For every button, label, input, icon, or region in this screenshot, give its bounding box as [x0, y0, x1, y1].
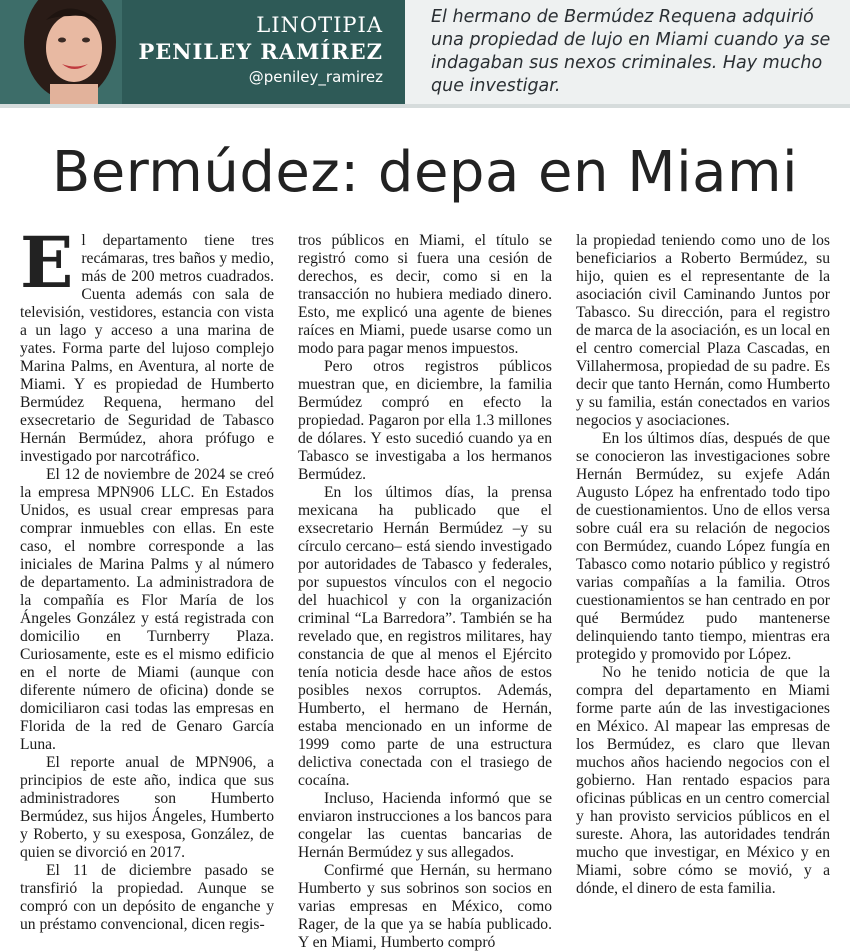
author-photo	[0, 0, 122, 104]
paragraph	[20, 221, 274, 466]
article-body	[20, 221, 830, 951]
article-summary: El hermano de Bermúdez Requena adquirió una propiedad de lujo en Miami cuando ya se indagaban sus nexos criminales. Hay mucho que investigar.	[431, 7, 831, 96]
column-1	[20, 221, 274, 933]
paragraph: Pero otros registros públicos muestran que, en diciembre, la familia Bermúdez compró en efecto la propiedad. Pagaron por ella 1.3 millones de dólares. Y esto sucedió cuando ya en Tabasco se investigaba a los hermanos Bermúdez.	[298, 358, 552, 483]
paragraph: En los últimos días, después de que se conocieron las investigaciones sobre Hernán Bermúdez, su exjefe Adán Augusto López ha enfrentado todo tipo de cuestionamientos. Uno de ellos versa sobre cuál era su relación de negocios con Bermúdez, cuando López fungía en Tabasco como notario público y registró varias compañías a la familia. Otros cuestionamientos se han centrado en por qué Bermúdez pudo mantenerse delinquiendo tanto tiempo, mientras era protegido y promovido por López.	[576, 430, 830, 663]
paragraph: Incluso, Hacienda informó que se enviaron instrucciones a los bancos para congelar las cuentas bancarias de Hernán Bermúdez y sus allegados.	[298, 790, 552, 861]
paragraph: No he tenido noticia de que la compra del departamento en Miami forme parte aún de las investigaciones en México. Al mapear las empresas de los Bermúdez, es claro que llevan muchos años haciendo negocios con el gobierno. Han rentado espacios para oficinas públicas en un centro comercial y han provisto servicios públicos en el sureste. Ahora, las autoridades tendrán mucho que investigar, en México y en Miami, sobre cómo se movió, y a dónde, el dinero de esta familia.	[576, 664, 830, 897]
column-header	[0, 0, 850, 108]
summary-panel	[403, 0, 850, 104]
byline	[139, 12, 384, 88]
header-divider	[0, 104, 850, 108]
drop-cap: E	[20, 221, 74, 304]
section-name: LINOTIPIA	[256, 13, 383, 37]
paragraph: El 11 de diciembre pasado se transfirió la propiedad. Aunque se compró con un depósito de enganche y un préstamo convencional, dicen regis-	[20, 862, 274, 933]
paragraph: la propiedad teniendo como uno de los beneficiarios a Roberto Bermúdez, su hijo, quien es el representante de la asociación civil Caminando Juntos por Tabasco. Su dirección, para el registro de marca de la asociación, es un local en el centro comercial Plaza Cascadas, en Villahermosa, propiedad de su padre. Es decir que tanto Hernán, como Humberto y su familia, están conectados en varios negocios y asociaciones.	[576, 232, 830, 429]
paragraph: tros públicos en Miami, el título se registró como si fuera una cesión de derechos, es decir, como si en la transacción no hubiera mediado dinero. Esto, me explicó una agente de bienes raíces en Miami, puede usarse como un modo para pagar menos impuestos.	[298, 232, 552, 357]
author-portrait-icon	[0, 0, 122, 104]
paragraph: En los últimos días, la prensa mexicana ha publicado que el exsecretario Hernán Bermúdez –y su círculo cercano– está siendo investigado por autoridades de Tabasco y federales, por supuestos vínculos con el negocio del huachicol y con la organización criminal “La Barredora”. También se ha revelado que, en registros militares, hay constancia de que al menos el Ejército tenía noticia desde hace años de estos posibles nexos corruptos. Además, Humberto, el hermano de Hernán, estaba mencionado en un informe de 1999 como parte de una estructura delictiva conectada con el trasiego de cocaína.	[298, 484, 552, 789]
author-handle[interactable]: @peniley_ramirez	[248, 68, 383, 86]
author-name: PENILEY RAMÍREZ	[138, 39, 383, 64]
paragraph: El reporte anual de MPN906, a principios de este año, indica que sus administradores son Humberto Bermúdez, sus hijos Ángeles, Humberto y Roberto, y su exesposa, González, de quien se divorció en 2017.	[20, 754, 274, 861]
byline-panel	[0, 0, 403, 104]
paragraph: El 12 de noviembre de 2024 se creó la empresa MPN906 LLC. En Estados Unidos, es usual crear empresas para comprar inmuebles con ellas. En este caso, el nombre corresponde a las iniciales de Marina Palms y al número de departamento. La administradora de la compañía es Flor María de los Ángeles González y está registrada con domicilio en Turnberry Plaza. Curiosamente, este es el mismo edificio en el norte de Miami (aunque con diferente número de oficina) donde se domiciliaron casi todas las empresas en Florida de la red de Genaro García Luna.	[20, 466, 274, 753]
headline: Bermúdez: depa en Miami	[51, 140, 799, 205]
paragraph: Confirmé que Hernán, su hermano Humberto y sus sobrinos son socios en varias empresas en México, como Rager, de la que ya se había publicado. Y en Miami, Humberto compró	[298, 862, 552, 951]
paragraph-text: l departamento tiene tres recámaras, tres baños y medio, más de 200 metros cuadrados. Cuenta además con sala de televisión, vestidores, estancia con vista a un lago y acceso a una marina de yates. Forma parte del lujoso complejo Marina Palms, en Aventura, al norte de Miami. Y es propiedad de Humberto Bermúdez Requena, hermano del exsecretario de Seguridad de Tabasco Hernán Bermúdez, ahora prófugo e investigado por narcotráfico.	[20, 232, 274, 465]
column-3	[576, 232, 830, 932]
column-2	[298, 232, 552, 951]
